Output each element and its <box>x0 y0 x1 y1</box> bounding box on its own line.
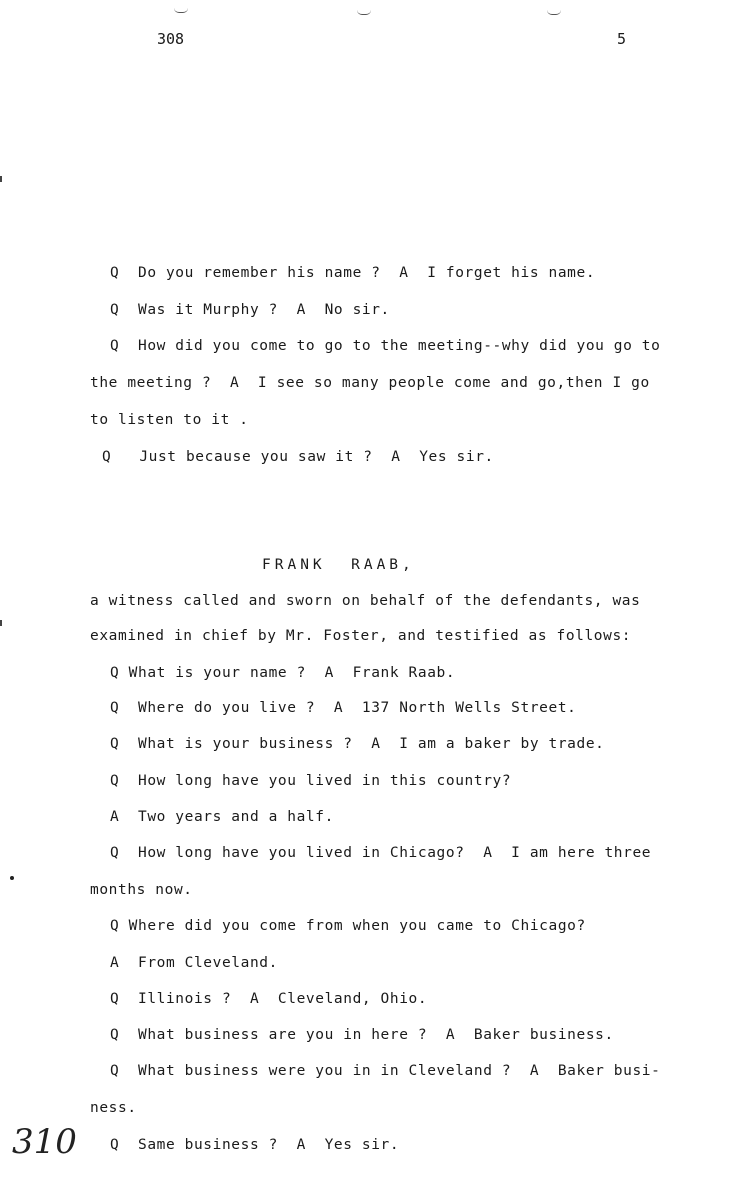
testimony-line: Q Where do you live ? A 137 North Wells Street. <box>110 700 577 716</box>
witness-name-heading: FRANK RAAB, <box>262 557 415 573</box>
stray-dot <box>10 876 14 880</box>
binding-mark <box>174 8 188 13</box>
testimony-line: Q What is your business ? A I am a baker by trade. <box>110 736 605 752</box>
testimony-line: Q Illinois ? A Cleveland, Ohio. <box>110 991 428 1007</box>
testimony-line: Q How did you come to go to the meeting--why did you go to <box>110 338 661 354</box>
witness-intro-line: examined in chief by Mr. Foster, and testified as follows: <box>90 628 632 644</box>
testimony-line: Q Just because you saw it ? A Yes sir. <box>102 449 494 465</box>
testimony-line: ness. <box>90 1100 137 1116</box>
witness-intro-line: a witness called and sworn on behalf of the defendants, was <box>90 593 641 609</box>
testimony-line: Q What business are you in here ? A Baker business. <box>110 1027 614 1043</box>
edge-mark <box>0 176 2 182</box>
testimony-line: to listen to it . <box>90 412 249 428</box>
right-page-number: 5 <box>617 30 627 48</box>
testimony-line: Q How long have you lived in this country? <box>110 773 512 789</box>
testimony-line: Q What is your name ? A Frank Raab. <box>110 665 456 681</box>
left-page-number: 308 <box>157 30 185 48</box>
testimony-line: the meeting ? A I see so many people come and go,then I go <box>90 375 650 391</box>
handwritten-page-number: 310 <box>12 1122 77 1162</box>
testimony-line: A From Cleveland. <box>110 955 278 971</box>
testimony-line: Q What business were you in in Cleveland ? A Baker busi- <box>110 1063 661 1079</box>
testimony-line: A Two years and a half. <box>110 809 334 825</box>
binding-mark <box>547 10 561 15</box>
testimony-line: months now. <box>90 882 193 898</box>
testimony-line: Q Where did you come from when you came to Chicago? <box>110 918 586 934</box>
testimony-line: Q How long have you lived in Chicago? A I am here three <box>110 845 652 861</box>
binding-mark <box>357 10 371 15</box>
edge-mark <box>0 620 2 626</box>
testimony-line: Q Same business ? A Yes sir. <box>110 1137 400 1153</box>
testimony-line: Q Do you remember his name ? A I forget his name. <box>110 265 596 281</box>
testimony-line: Q Was it Murphy ? A No sir. <box>110 302 390 318</box>
